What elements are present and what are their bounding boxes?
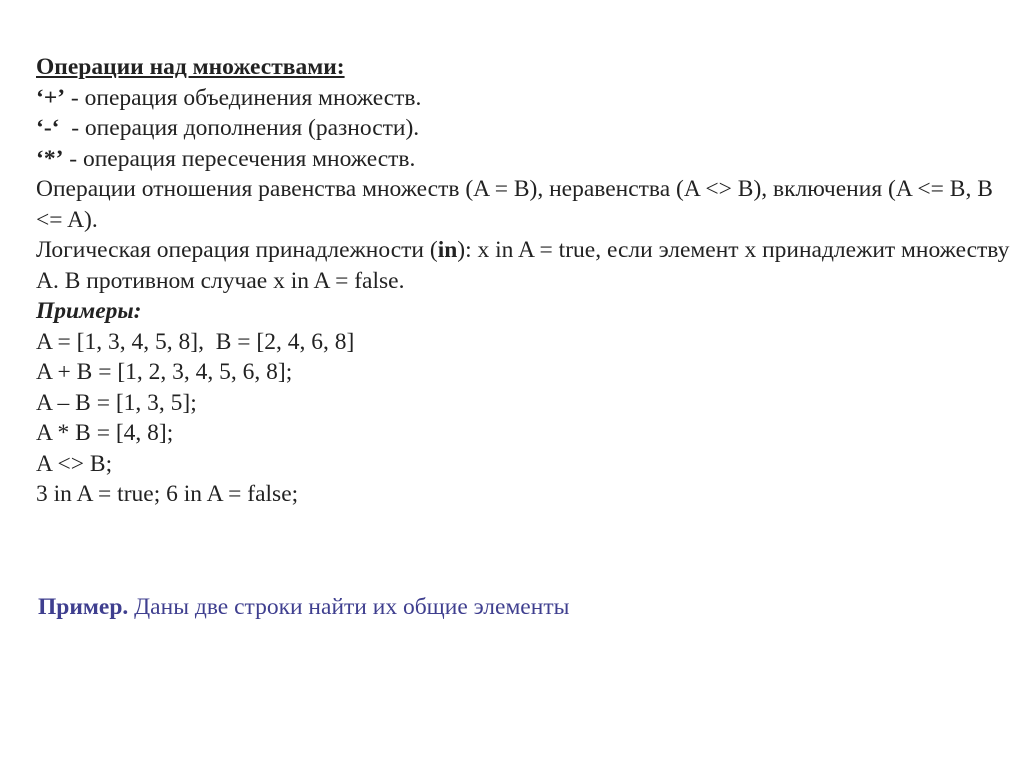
example-line: A <> B; — [36, 450, 113, 477]
operation-description: - операция пересечения множеств. — [63, 145, 416, 172]
operation-symbol: ‘-‘ — [36, 115, 60, 141]
slide-content — [36, 52, 1011, 510]
example-line: 3 in A = true; 6 in A = false; — [36, 481, 299, 507]
operation-symbol: ‘+’ — [36, 84, 66, 111]
operation-description: - операция дополнения (разности). — [59, 115, 420, 141]
slide-heading: Операции над множествами: — [36, 54, 345, 80]
example-task-label: Пример. — [38, 593, 129, 620]
operation-intersection — [36, 144, 1011, 175]
relations-paragraph: Операции отношения равенства множеств (A = B), неравенства (A <> B), включения (A <= B, B <= A). — [36, 176, 993, 233]
example-task — [38, 592, 569, 622]
operation-description: - операция объединения множеств. — [65, 84, 422, 111]
example-line: A * B = [4, 8]; — [36, 420, 174, 446]
membership-paragraph — [36, 235, 1011, 296]
membership-text-after: ): x in A = true, если элемент x принадлежит множеству A. В противном случае x in A = false. — [36, 237, 1010, 294]
operation-union — [36, 83, 1011, 114]
example-line: A = [1, 3, 4, 5, 8], B = [2, 4, 6, 8] — [36, 328, 355, 355]
examples-heading: Примеры: — [36, 298, 142, 324]
example-line: A – B = [1, 3, 5]; — [36, 389, 197, 416]
membership-keyword: in — [437, 237, 458, 263]
membership-text-before: Логическая операция принадлежности ( — [36, 237, 438, 263]
example-line: A + B = [1, 2, 3, 4, 5, 6, 8]; — [36, 359, 293, 385]
example-task-text: Даны две строки найти их общие элементы — [128, 593, 570, 620]
operation-symbol: ‘*’ — [36, 145, 64, 172]
operation-difference — [36, 113, 1011, 144]
